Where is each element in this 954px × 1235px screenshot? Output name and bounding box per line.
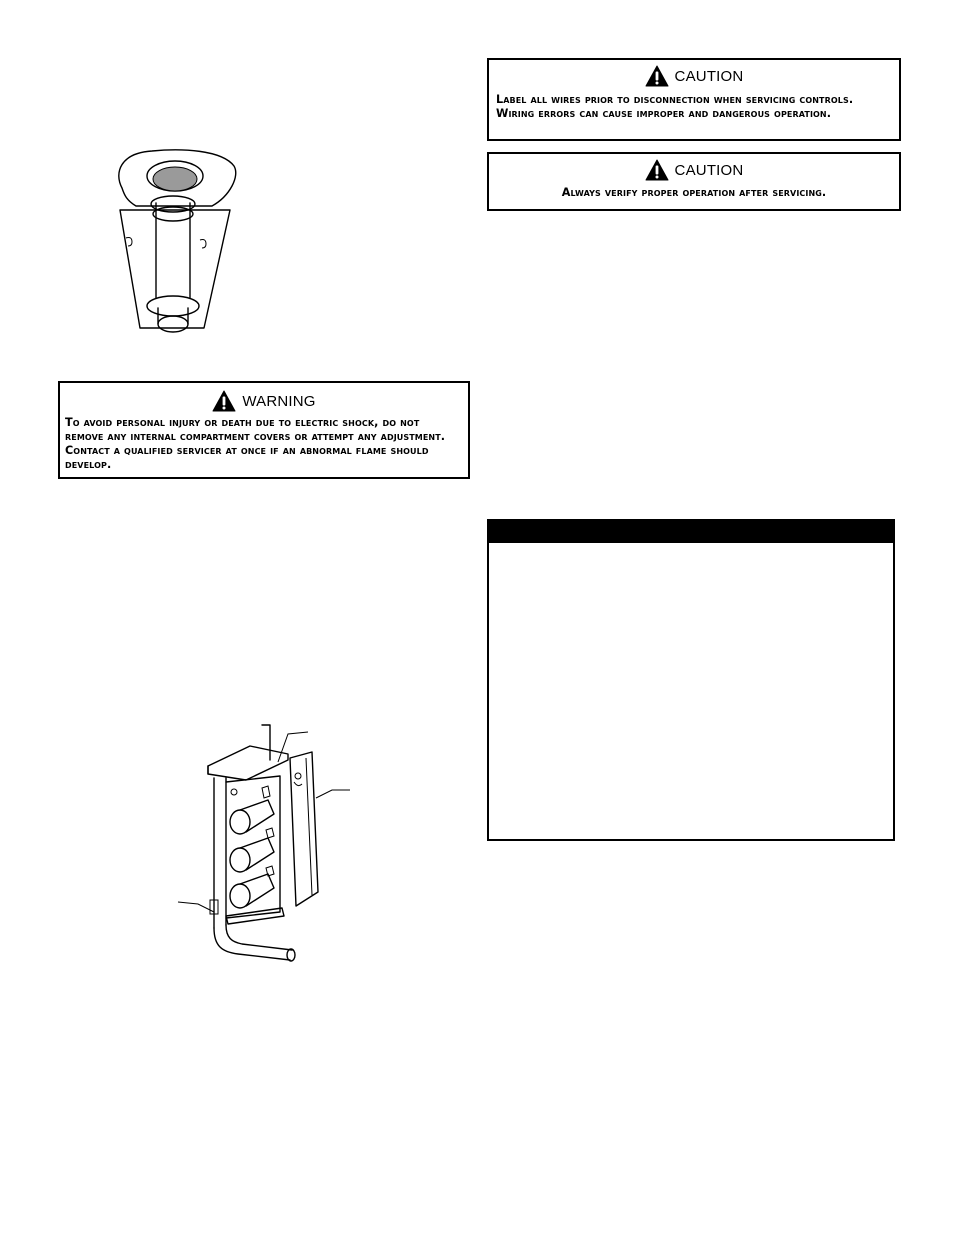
panel-header-bar	[489, 521, 893, 543]
caution-label-wires-text: Label all wires prior to disconnection when servicing controls. Wiring errors can cause improper and dangerous operation.	[496, 93, 854, 120]
warning-notice	[58, 381, 470, 479]
exclamation-triangle-icon	[645, 65, 669, 87]
caution-verify-operation-notice	[487, 152, 901, 211]
burner-illustration	[112, 148, 242, 340]
warning-text: To avoid personal injury or death due to electric shock, do not remove any internal compartment covers or attempt any adjustment. Contact a qualified servicer at once if an abnormal flame should develop.	[65, 416, 446, 471]
caution-label-wires-notice	[487, 58, 901, 141]
caution-title: CAUTION	[674, 161, 744, 179]
blank-notice-panel	[487, 519, 895, 841]
caution-title: CAUTION	[674, 67, 744, 85]
burner-assembly-illustration	[170, 720, 360, 968]
exclamation-triangle-icon	[645, 159, 669, 181]
caution-verify-operation-text: Always verify proper operation after servicing.	[561, 186, 827, 199]
warning-title: WARNING	[242, 392, 316, 410]
exclamation-triangle-icon	[212, 390, 236, 412]
